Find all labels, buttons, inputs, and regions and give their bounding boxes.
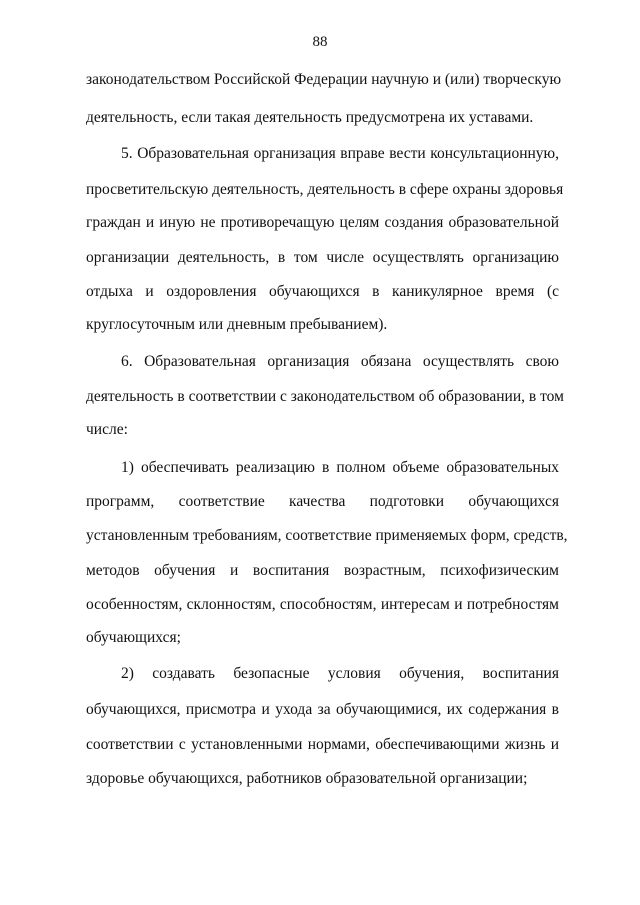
text-line: соответствии с установленными нормами, обеспечивающими жизнь и — [86, 736, 559, 753]
text-line: методов обучения и воспитания возрастным, психофизическим — [86, 562, 559, 579]
text-line: деятельность в соответствии с законодательством об образовании, в том — [86, 388, 564, 405]
text-line: круглосуточным или дневным пребыванием). — [86, 316, 388, 333]
text-line: отдыха и оздоровления обучающихся в каникулярное время (с — [86, 283, 559, 300]
text-line: обучающихся, присмотра и ухода за обучающимися, их содержания в — [86, 701, 559, 718]
text-line: программ, соответствие качества подготовки обучающихся — [86, 493, 559, 510]
text-line: просветительскую деятельность, деятельность в сфере охраны здоровья — [86, 181, 564, 198]
text-line: 6. Образовательная организация обязана осуществлять свою — [121, 353, 559, 370]
text-line: граждан и иную не противоречащую целям создания образовательной — [86, 214, 559, 231]
text-line: установленным требованиям, соответствие применяемых форм, средств, — [86, 527, 568, 544]
text-line: законодательством Российской Федерации научную и (или) творческую — [86, 71, 562, 88]
page-number: 88 — [312, 34, 328, 50]
text-line: числе: — [86, 421, 128, 438]
text-line: деятельность, если такая деятельность предусмотрена их уставами. — [86, 109, 534, 126]
text-line: 2) создавать безопасные условия обучения, воспитания — [121, 665, 559, 682]
text-line: особенностям, склонностям, способностям, интересам и потребностям — [86, 596, 559, 613]
text-line: здоровье обучающихся, работников образовательной организации; — [86, 770, 528, 787]
text-line: 5. Образовательная организация вправе вести консультационную, — [121, 145, 559, 162]
text-line: обучающихся; — [86, 629, 181, 646]
text-line: организации деятельность, в том числе осуществлять организацию — [86, 249, 559, 266]
text-line: 1) обеспечивать реализацию в полном объеме образовательных — [121, 459, 559, 476]
